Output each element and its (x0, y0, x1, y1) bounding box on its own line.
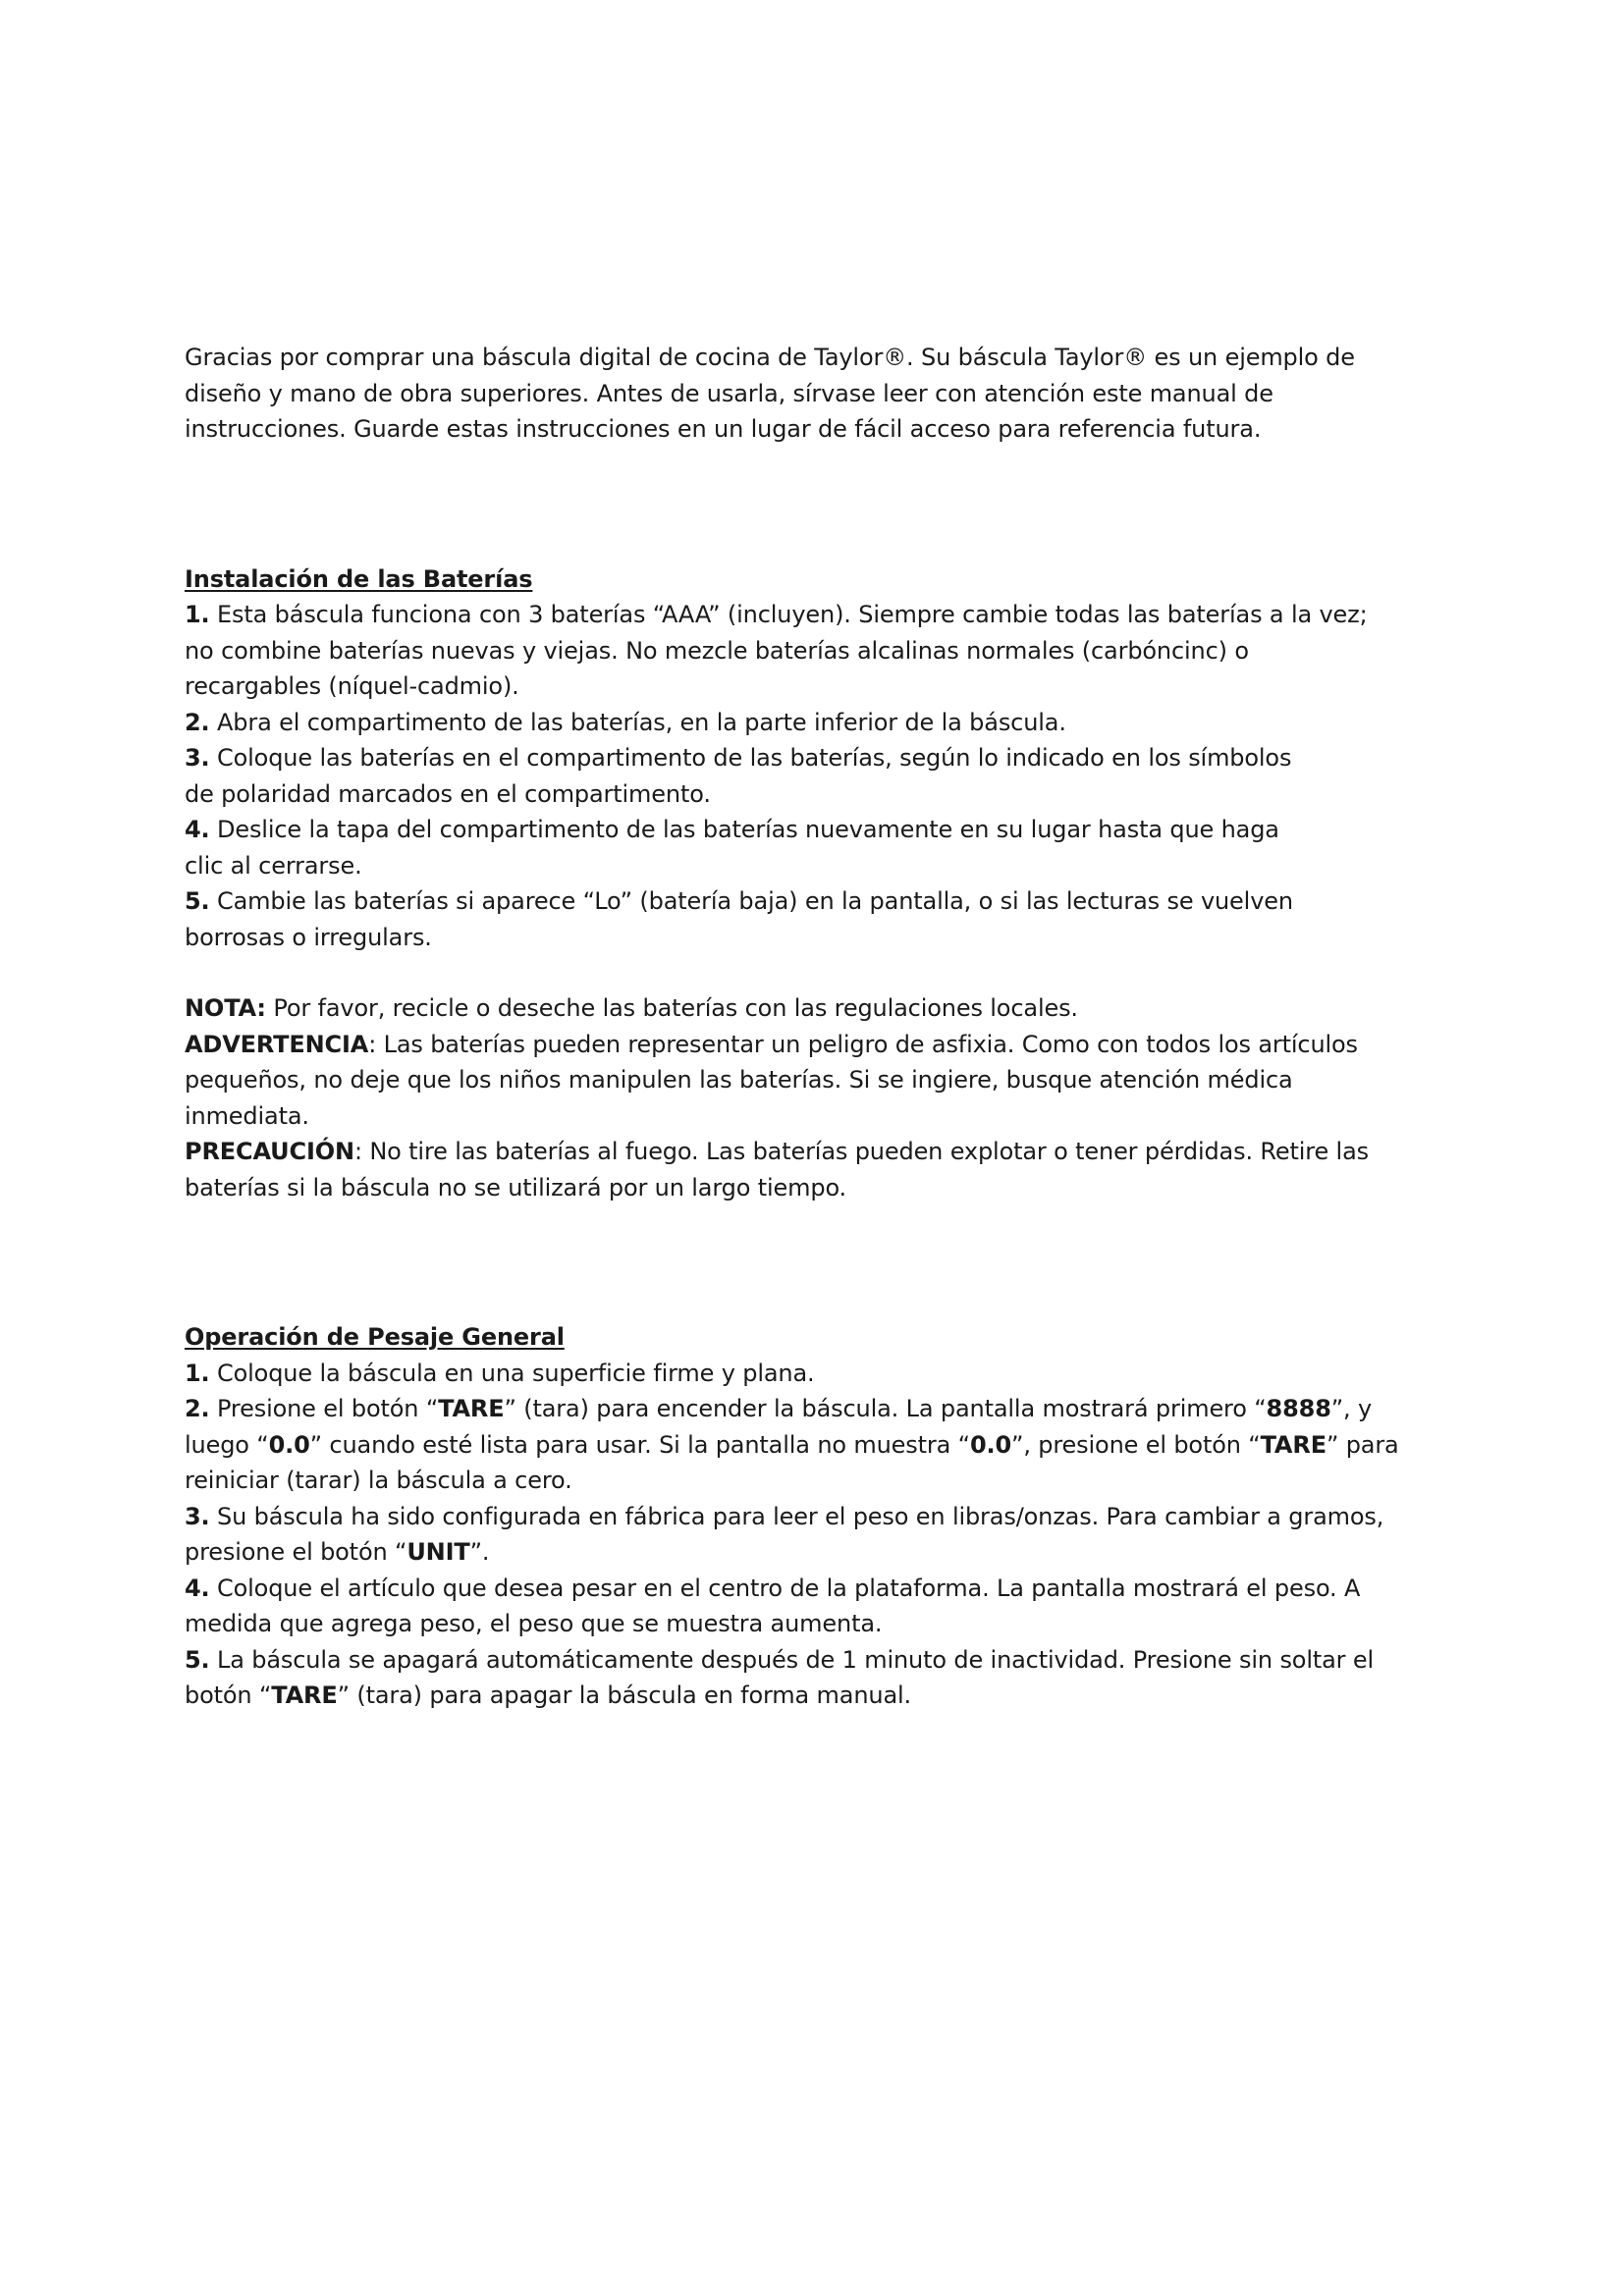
intro-line: Gracias por comprar una báscula digital de cocina de Taylor®. Su báscula Taylor® es un ejemplo de (185, 344, 1355, 371)
batteries-heading: Instalación de las Baterías (185, 564, 533, 593)
battery-note: NOTA: Por favor, recicle o deseche las baterías con las regulaciones locales. (185, 994, 1078, 1022)
step-number: 1. (185, 601, 210, 628)
warning-label: ADVERTENCIA (185, 1030, 369, 1058)
step-number: 2. (185, 708, 210, 736)
battery-caution: PRECAUCIÓN: No tire las baterías al fuego. Las baterías pueden explotar o tener pérdidas. Retire las baterías si la báscula no se utilizará por un largo tiempo. (185, 1138, 1369, 1201)
battery-step-4: 4. Deslice la tapa del compartimento de las baterías nuevamente en su lugar hasta que haga clic al cerrarse. (185, 816, 1279, 880)
step-number: 1. (185, 1359, 210, 1387)
weighing-step-4: 4. Coloque el artículo que desea pesar en el centro de la plataforma. La pantalla mostrará el peso. A medida que agrega peso, el peso que se muestra aumenta. (185, 1574, 1361, 1637)
weighing-heading: Operación de Pesaje General (185, 1323, 565, 1351)
battery-step-5: 5. Cambie las baterías si aparece “Lo” (batería baja) en la pantalla, o si las lecturas se vuelven borrosas o irregulars. (185, 887, 1293, 951)
tare-keyword: TARE (438, 1395, 505, 1422)
weighing-step-5: 5. La báscula se apagará automáticamente después de 1 minuto de inactividad. Presione sin soltar el botón “TARE” (tara) para apagar la báscula en forma manual. (185, 1645, 1374, 1709)
tare-keyword: TARE (1260, 1430, 1326, 1459)
weighing-step-2: 2. Presione el botón “TARE” (tara) para encender la báscula. La pantalla mostrará primero “8888”, y luego “0.0” cuando esté lista para usar. Si la pantalla no muestra “0.0”, presione el botón “TARE” para reiniciar (tarar) la báscula a cero. (185, 1395, 1399, 1494)
tare-keyword: TARE (271, 1682, 338, 1709)
weighing-step-1: 1. Coloque la báscula en una superficie firme y plana. (185, 1359, 815, 1387)
step-number: 2. (185, 1395, 210, 1422)
intro-line: diseño y mano de obra superiores. Antes de usarla, sírvase leer con atención este manual de (185, 379, 1273, 407)
note-label: NOTA: (185, 994, 266, 1022)
intro-line: instrucciones. Guarde estas instrucciones en un lugar de fácil acceso para referencia futura. (185, 415, 1262, 443)
display-value: 8888 (1266, 1395, 1331, 1422)
step-number: 3. (185, 1502, 210, 1530)
step-number: 4. (185, 816, 210, 843)
step-number: 3. (185, 744, 210, 772)
battery-step-1: 1. Esta báscula funciona con 3 baterías “AAA” (incluyen). Siempre cambie todas las baterías a la vez; no combine baterías nuevas y viejas. No mezcle baterías alcalinas normales (carbóncinc) o recargables (níquel-cadmio). (185, 601, 1368, 700)
display-value: 0.0 (969, 1430, 1012, 1459)
intro-paragraph (185, 340, 1451, 448)
battery-step-2: 2. Abra el compartimento de las baterías, en la parte inferior de la báscula. (185, 708, 1066, 736)
battery-step-3: 3. Coloque las baterías en el compartimento de las baterías, según lo indicado en los símbolos de polaridad marcados en el compartimento. (185, 744, 1292, 808)
weighing-step-3: 3. Su báscula ha sido configurada en fábrica para leer el peso en libras/onzas. Para cambiar a gramos, presione el botón “UNIT”. (185, 1502, 1384, 1566)
step-number: 4. (185, 1574, 210, 1602)
unit-keyword: UNIT (406, 1538, 470, 1566)
display-value: 0.0 (268, 1430, 310, 1459)
caution-label: PRECAUCIÓN (185, 1138, 354, 1165)
battery-warning: ADVERTENCIA: Las baterías pueden representar un peligro de asfixia. Como con todos los artículos pequeños, no deje que los niños manipulen las baterías. Si se ingiere, busque atención médica inmediata. (185, 1030, 1358, 1130)
step-number: 5. (185, 887, 210, 915)
step-number: 5. (185, 1645, 210, 1674)
manual-page (185, 340, 1451, 1714)
